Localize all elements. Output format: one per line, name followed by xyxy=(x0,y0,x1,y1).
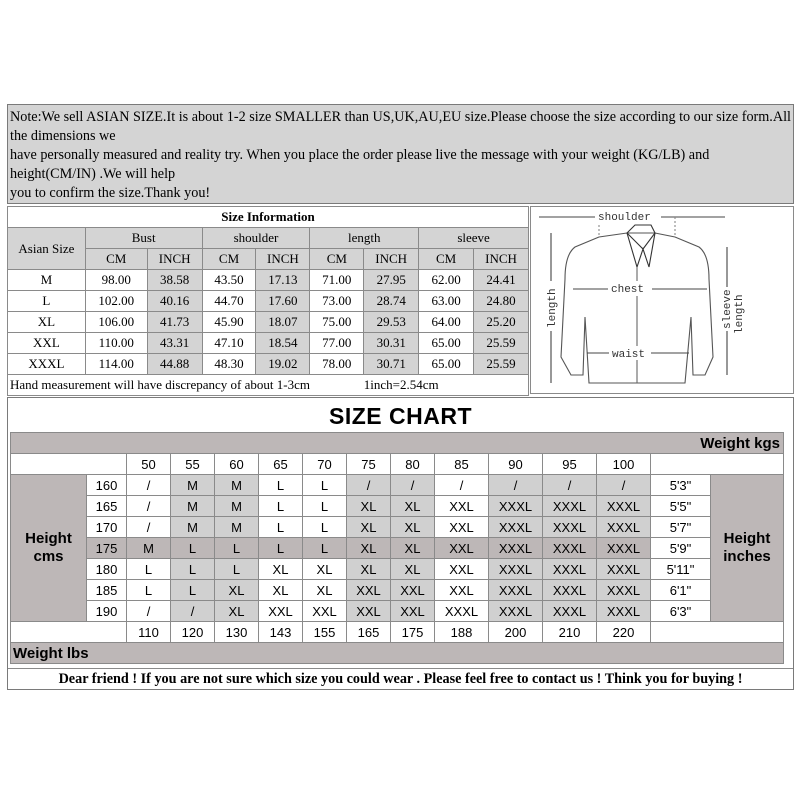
weight-kgs-label: Weight kgs xyxy=(11,433,784,454)
size-recommendation-cell: L xyxy=(171,538,215,559)
measurement-value: 24.80 xyxy=(474,291,529,312)
measurement-value: 29.53 xyxy=(364,312,419,333)
size-row xyxy=(8,312,529,333)
height-row xyxy=(11,559,784,580)
size-recommendation-cell: XXL xyxy=(435,517,489,538)
measurement-value: 98.00 xyxy=(85,270,147,291)
size-recommendation-cell: L xyxy=(303,475,347,496)
size-recommendation-cell: XXL xyxy=(347,601,391,622)
size-recommendation-cell: XXXL xyxy=(597,496,651,517)
size-recommendation-cell: XXXL xyxy=(543,601,597,622)
size-recommendation-cell: L xyxy=(127,580,171,601)
height-row xyxy=(11,517,784,538)
measurement-value: 24.41 xyxy=(474,270,529,291)
size-recommendation-cell: L xyxy=(171,559,215,580)
size-recommendation-cell: XL xyxy=(347,538,391,559)
height-cm-value: 160 xyxy=(87,475,127,496)
weight-lb-value: 110 xyxy=(127,622,171,643)
note-line: you to confirm the size.Thank you! xyxy=(10,185,211,201)
measurement-value: 30.71 xyxy=(364,354,419,375)
size-recommendation-cell: / xyxy=(597,475,651,496)
height-inch-value: 5'3" xyxy=(651,475,711,496)
measurement-value: 44.70 xyxy=(202,291,256,312)
size-recommendation-cell: M xyxy=(171,517,215,538)
size-recommendation-cell: XL xyxy=(259,559,303,580)
measurement-value: 65.00 xyxy=(419,333,474,354)
measurement-value: 62.00 xyxy=(419,270,474,291)
size-label: M xyxy=(8,270,86,291)
weight-kg-value: 65 xyxy=(259,454,303,475)
unit-inch: INCH xyxy=(256,249,310,270)
weight-kg-value: 85 xyxy=(435,454,489,475)
measurement-value: 71.00 xyxy=(310,270,364,291)
unit-inch: INCH xyxy=(474,249,529,270)
height-cm-value: 185 xyxy=(87,580,127,601)
measurement-value: 102.00 xyxy=(85,291,147,312)
unit-cm: CM xyxy=(419,249,474,270)
measurement-value: 43.50 xyxy=(202,270,256,291)
height-row xyxy=(11,601,784,622)
height-cm-value: 175 xyxy=(87,538,127,559)
size-recommendation-cell: XXXL xyxy=(489,517,543,538)
height-row xyxy=(11,580,784,601)
size-recommendation-cell: XXL xyxy=(391,580,435,601)
weight-lb-value: 165 xyxy=(347,622,391,643)
size-label: XXXL xyxy=(8,354,86,375)
size-recommendation-cell: M xyxy=(171,496,215,517)
size-recommendation-cell: XXXL xyxy=(489,580,543,601)
measurement-value: 30.31 xyxy=(364,333,419,354)
measurement-value: 78.00 xyxy=(310,354,364,375)
sleeve-header: sleeve xyxy=(419,228,529,249)
measurement-value: 45.90 xyxy=(202,312,256,333)
size-recommendation-cell: L xyxy=(259,517,303,538)
size-recommendation-cell: XL xyxy=(303,559,347,580)
size-recommendation-cell: XXL xyxy=(435,496,489,517)
size-recommendation-cell: XXXL xyxy=(489,601,543,622)
size-recommendation-cell: XL xyxy=(215,580,259,601)
size-recommendation-cell: L xyxy=(215,538,259,559)
size-recommendation-cell: / xyxy=(127,601,171,622)
height-row xyxy=(11,538,784,559)
size-recommendation-cell: XXXL xyxy=(543,559,597,580)
size-recommendation-cell: / xyxy=(347,475,391,496)
unit-cm: CM xyxy=(310,249,364,270)
weight-kg-value: 100 xyxy=(597,454,651,475)
size-recommendation-cell: XL xyxy=(347,496,391,517)
weight-lb-value: 130 xyxy=(215,622,259,643)
size-recommendation-cell: XL xyxy=(215,601,259,622)
size-recommendation-cell: XL xyxy=(347,559,391,580)
height-cms-label-line: Height xyxy=(25,530,72,547)
bust-header: Bust xyxy=(85,228,202,249)
measurement-value: 17.13 xyxy=(256,270,310,291)
measurement-value: 77.00 xyxy=(310,333,364,354)
size-recommendation-cell: M xyxy=(171,475,215,496)
measurement-value: 18.07 xyxy=(256,312,310,333)
measurement-value: 63.00 xyxy=(419,291,474,312)
size-recommendation-cell: XXXL xyxy=(597,559,651,580)
shoulder-header: shoulder xyxy=(202,228,310,249)
size-row xyxy=(8,333,529,354)
size-recommendation-cell: XXL xyxy=(435,559,489,580)
size-recommendation-cell: XL xyxy=(347,517,391,538)
weight-lb-value: 155 xyxy=(303,622,347,643)
size-recommendation-cell: XL xyxy=(391,538,435,559)
size-recommendation-cell: XXXL xyxy=(597,538,651,559)
height-cm-value: 170 xyxy=(87,517,127,538)
measurement-value: 28.74 xyxy=(364,291,419,312)
size-recommendation-cell: / xyxy=(391,475,435,496)
size-recommendation-cell: XXXL xyxy=(543,580,597,601)
measurement-value: 106.00 xyxy=(85,312,147,333)
height-cm-value: 165 xyxy=(87,496,127,517)
weight-lb-value: 200 xyxy=(489,622,543,643)
shirt-diagram xyxy=(530,206,794,394)
weight-kg-value: 90 xyxy=(489,454,543,475)
measurement-value: 38.58 xyxy=(147,270,202,291)
note-line: have personally measured and reality try. When you place the order please live the message with your weight (KG/LB) and height(CM/IN) .We will help xyxy=(10,147,713,182)
measurement-value: 48.30 xyxy=(202,354,256,375)
size-row xyxy=(8,354,529,375)
size-recommendation-cell: L xyxy=(303,538,347,559)
size-recommendation-cell: / xyxy=(489,475,543,496)
size-recommendation-cell: XXXL xyxy=(543,538,597,559)
measurement-note: Hand measurement will have discrepancy of about 1-3cm xyxy=(8,375,364,396)
measurement-value: 41.73 xyxy=(147,312,202,333)
weight-kg-value: 80 xyxy=(391,454,435,475)
size-recommendation-cell: / xyxy=(127,475,171,496)
chest-label: chest xyxy=(611,284,645,296)
size-recommendation-cell: M xyxy=(127,538,171,559)
blank-cell xyxy=(651,622,784,643)
size-recommendation-cell: XXL xyxy=(391,601,435,622)
size-row xyxy=(8,270,529,291)
height-inch-value: 6'3" xyxy=(651,601,711,622)
sleeve-length-label: length xyxy=(734,294,746,334)
size-recommendation-cell: XXXL xyxy=(543,496,597,517)
size-recommendation-cell: XXXL xyxy=(489,496,543,517)
measurement-value: 75.00 xyxy=(310,312,364,333)
measurement-value: 19.02 xyxy=(256,354,310,375)
size-chart xyxy=(7,397,794,690)
height-cm-value: 180 xyxy=(87,559,127,580)
size-label: XL xyxy=(8,312,86,333)
size-recommendation-cell: / xyxy=(435,475,489,496)
size-information-table xyxy=(7,206,529,396)
measurement-value: 64.00 xyxy=(419,312,474,333)
contact-footer: Dear friend ! If you are not sure which size you could wear . Please feel free to contact us ! Think you for buying ! xyxy=(8,668,793,690)
size-recommendation-cell: / xyxy=(127,496,171,517)
size-recommendation-cell: XL xyxy=(391,496,435,517)
size-row xyxy=(8,291,529,312)
height-inch-value: 6'1" xyxy=(651,580,711,601)
height-cms-label xyxy=(11,475,87,622)
weight-kg-value: 55 xyxy=(171,454,215,475)
weight-lb-value: 210 xyxy=(543,622,597,643)
weight-lb-value: 175 xyxy=(391,622,435,643)
size-recommendation-cell: L xyxy=(127,559,171,580)
measurement-value: 25.59 xyxy=(474,333,529,354)
height-inch-value: 5'11" xyxy=(651,559,711,580)
measurement-value: 27.95 xyxy=(364,270,419,291)
size-recommendation-cell: XL xyxy=(259,580,303,601)
size-recommendation-cell: XXXL xyxy=(489,559,543,580)
measurement-value: 110.00 xyxy=(85,333,147,354)
size-recommendation-cell: XXL xyxy=(435,538,489,559)
measurement-value: 25.20 xyxy=(474,312,529,333)
inch-conversion: 1inch=2.54cm xyxy=(364,375,529,396)
size-recommendation-cell: L xyxy=(215,559,259,580)
size-recommendation-cell: L xyxy=(259,538,303,559)
size-note xyxy=(7,104,794,204)
height-cm-value: 190 xyxy=(87,601,127,622)
length-label: length xyxy=(547,288,559,328)
height-cms-label-line: cms xyxy=(33,548,64,565)
measurement-value: 73.00 xyxy=(310,291,364,312)
height-inches-label xyxy=(711,475,784,622)
sleeve-label: sleeve xyxy=(722,289,734,329)
measurement-value: 65.00 xyxy=(419,354,474,375)
shoulder-label: shoulder xyxy=(598,212,651,224)
waist-label: waist xyxy=(612,349,646,361)
size-recommendation-cell: M xyxy=(215,475,259,496)
measurement-value: 40.16 xyxy=(147,291,202,312)
size-recommendation-cell: L xyxy=(303,517,347,538)
size-recommendation-cell: / xyxy=(171,601,215,622)
size-recommendation-cell: XXL xyxy=(259,601,303,622)
measurement-value: 18.54 xyxy=(256,333,310,354)
height-inch-value: 5'9" xyxy=(651,538,711,559)
unit-cm: CM xyxy=(202,249,256,270)
weight-lb-value: 188 xyxy=(435,622,489,643)
blank-cell xyxy=(651,454,784,475)
measurement-value: 114.00 xyxy=(85,354,147,375)
weight-kg-value: 95 xyxy=(543,454,597,475)
size-label: XXL xyxy=(8,333,86,354)
weight-kg-value: 50 xyxy=(127,454,171,475)
size-recommendation-cell: L xyxy=(259,475,303,496)
size-recommendation-cell: XL xyxy=(303,580,347,601)
note-line: Note:We sell ASIAN SIZE.It is about 1-2 size SMALLER than US,UK,AU,EU size.Please choose the size according to our size form.All the dimensions we xyxy=(10,109,795,144)
shirt-illustration xyxy=(531,207,793,393)
size-recommendation-cell: XXL xyxy=(303,601,347,622)
size-recommendation-cell: M xyxy=(215,496,259,517)
weight-kg-value: 70 xyxy=(303,454,347,475)
unit-inch: INCH xyxy=(147,249,202,270)
measurement-value: 47.10 xyxy=(202,333,256,354)
height-inch-value: 5'7" xyxy=(651,517,711,538)
size-info-title: Size Information xyxy=(8,207,529,228)
measurement-value: 25.59 xyxy=(474,354,529,375)
size-label: L xyxy=(8,291,86,312)
size-recommendation-cell: XXXL xyxy=(597,601,651,622)
height-inches-label-line: inches xyxy=(723,548,771,565)
size-recommendation-cell: XXXL xyxy=(435,601,489,622)
weight-kg-value: 75 xyxy=(347,454,391,475)
measurement-value: 43.31 xyxy=(147,333,202,354)
corner-cell xyxy=(11,454,127,475)
size-recommendation-cell: XXL xyxy=(347,580,391,601)
size-recommendation-cell: L xyxy=(303,496,347,517)
weight-kg-value: 60 xyxy=(215,454,259,475)
size-recommendation-cell: M xyxy=(215,517,259,538)
asian-size-header: Asian Size xyxy=(8,228,86,270)
size-recommendation-cell: XXXL xyxy=(543,517,597,538)
size-recommendation-cell: / xyxy=(127,517,171,538)
size-recommendation-cell: XL xyxy=(391,559,435,580)
height-inch-value: 5'5" xyxy=(651,496,711,517)
height-inches-label-line: Height xyxy=(723,530,771,547)
length-header: length xyxy=(310,228,419,249)
size-recommendation-cell: L xyxy=(259,496,303,517)
size-recommendation-cell: XXL xyxy=(435,580,489,601)
height-row xyxy=(11,496,784,517)
corner-cell xyxy=(11,622,127,643)
measurement-value: 17.60 xyxy=(256,291,310,312)
size-recommendation-cell: / xyxy=(543,475,597,496)
weight-lb-value: 120 xyxy=(171,622,215,643)
measurement-value: 44.88 xyxy=(147,354,202,375)
weight-lb-value: 220 xyxy=(597,622,651,643)
size-recommendation-cell: XXXL xyxy=(489,538,543,559)
unit-cm: CM xyxy=(85,249,147,270)
size-recommendation-cell: L xyxy=(171,580,215,601)
size-recommendation-cell: XL xyxy=(391,517,435,538)
weight-lb-value: 143 xyxy=(259,622,303,643)
height-row xyxy=(11,475,784,496)
size-chart-grid xyxy=(10,432,784,664)
size-recommendation-cell: XXXL xyxy=(597,580,651,601)
size-chart-title: SIZE CHART xyxy=(329,403,472,429)
unit-inch: INCH xyxy=(364,249,419,270)
size-recommendation-cell: XXXL xyxy=(597,517,651,538)
weight-lbs-label: Weight lbs xyxy=(11,643,784,664)
